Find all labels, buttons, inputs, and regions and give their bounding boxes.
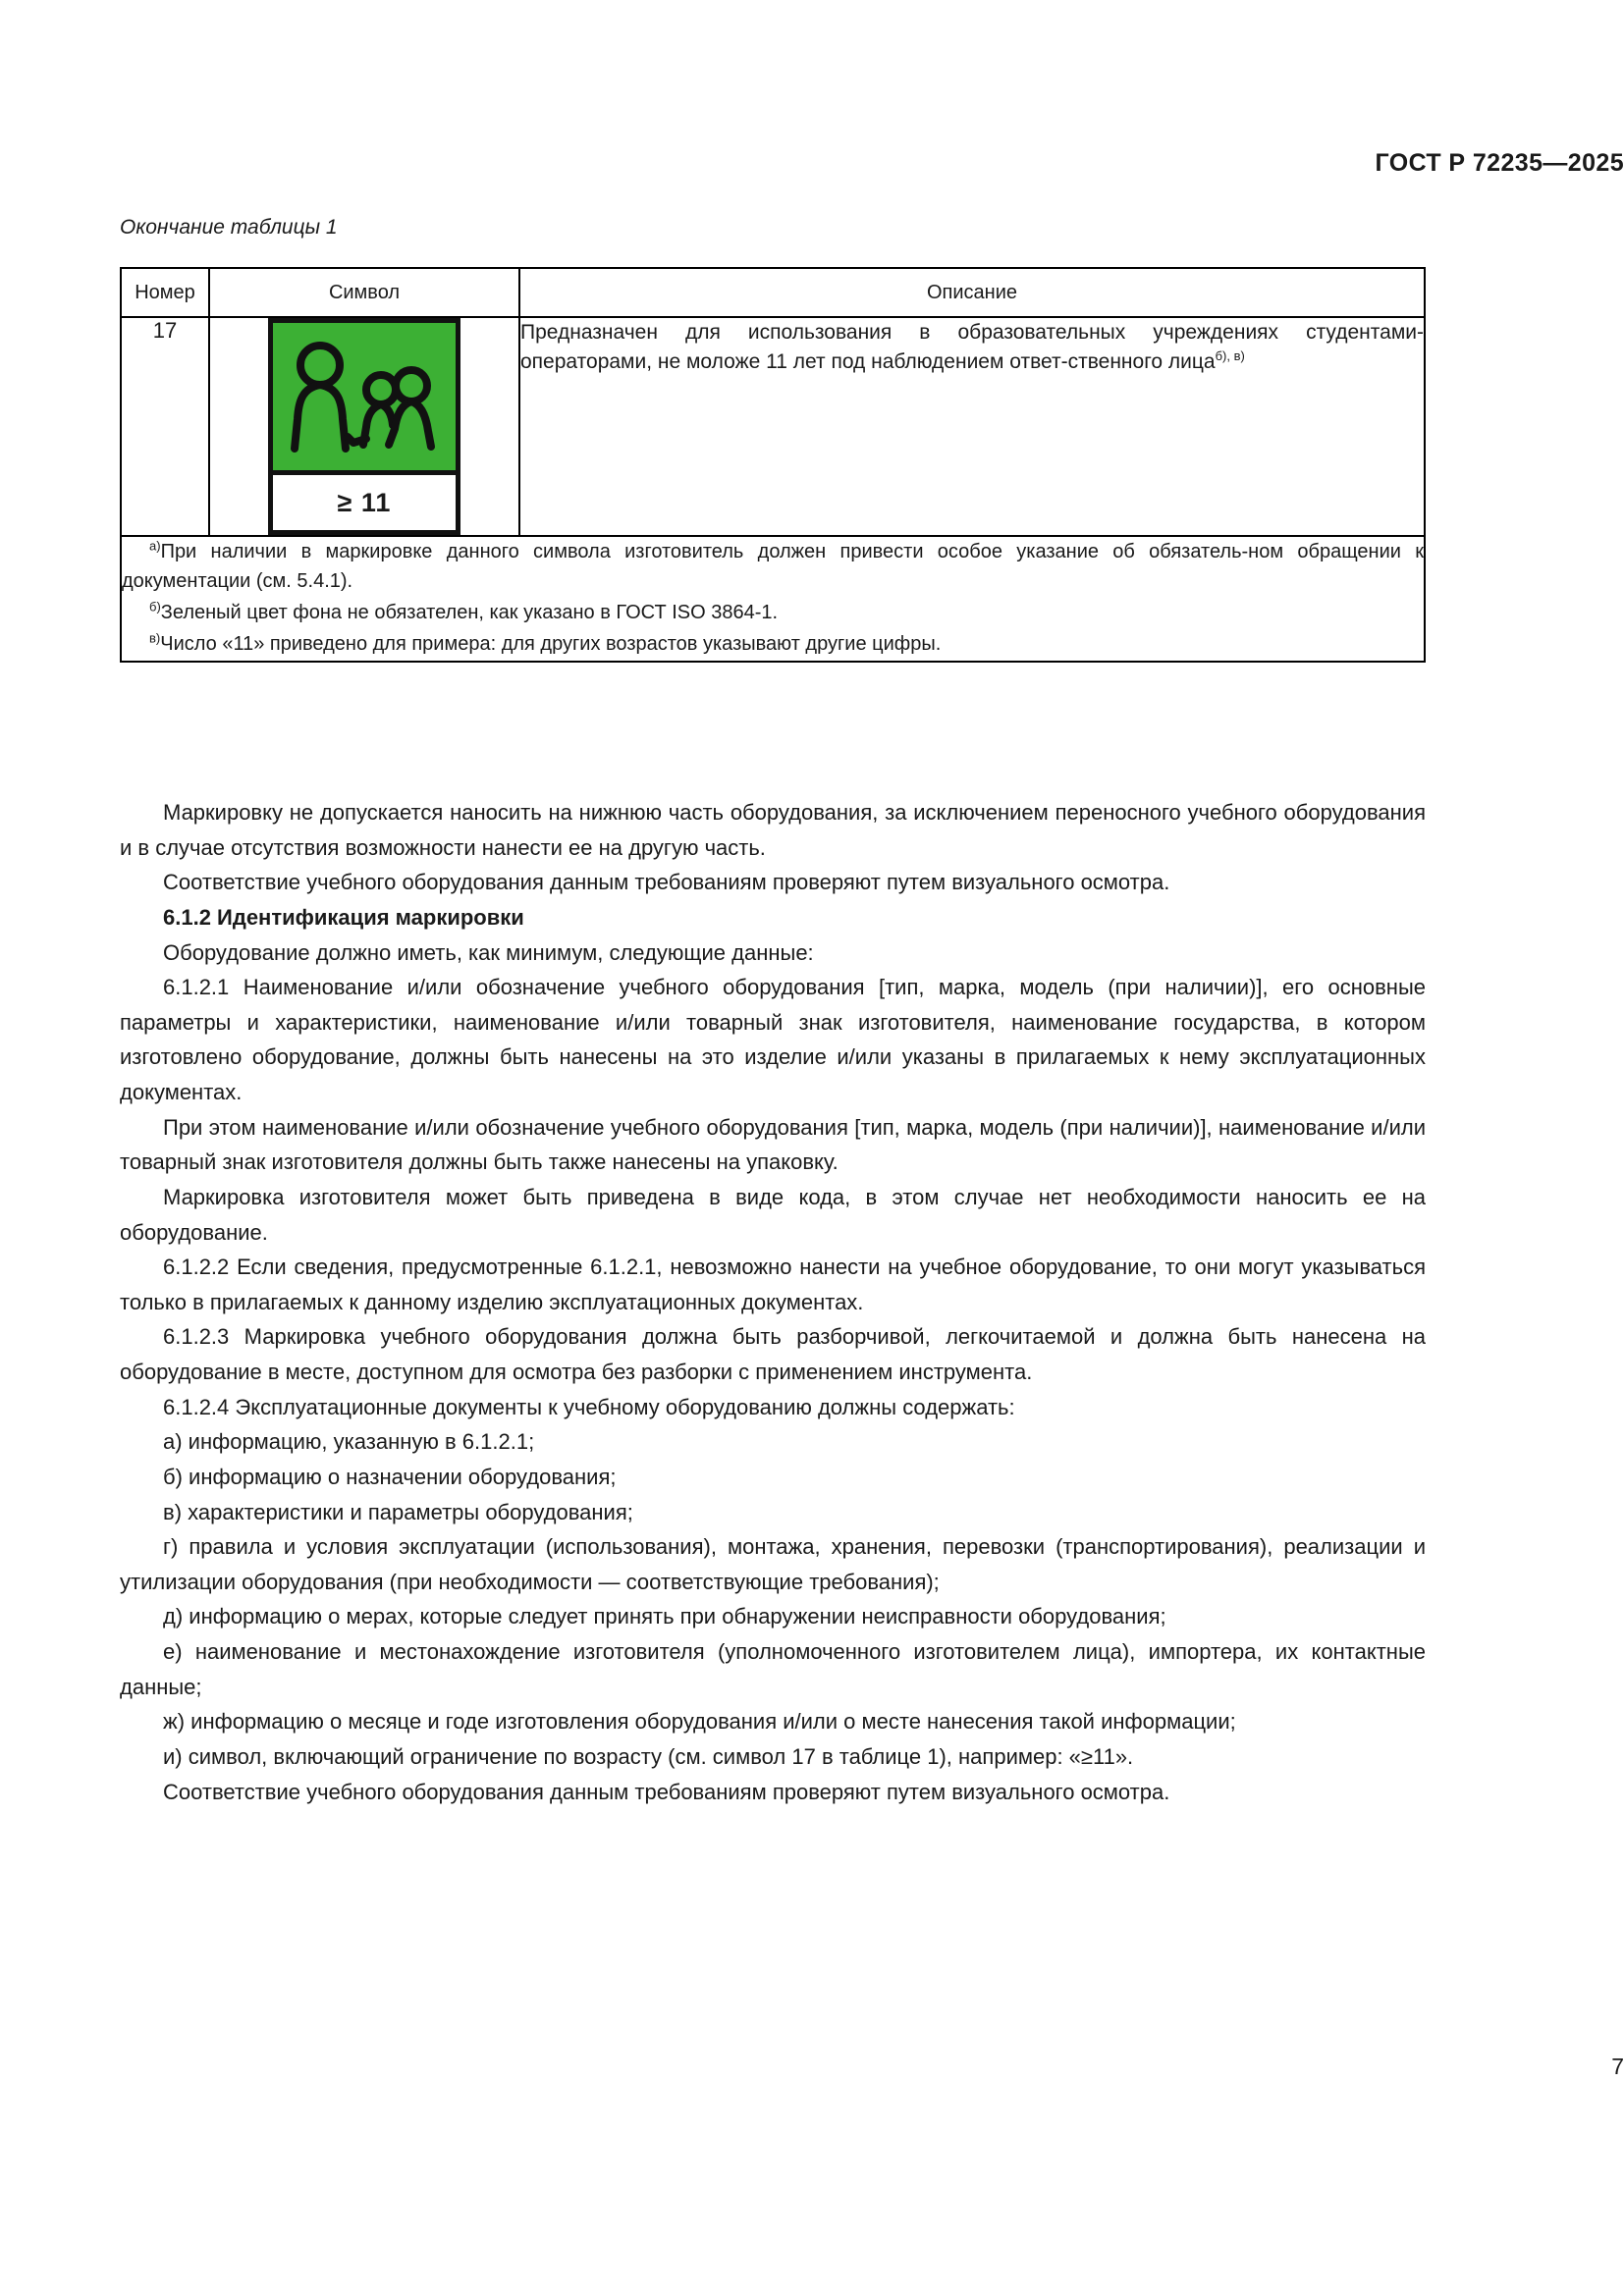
supervision-figures-icon <box>273 323 456 470</box>
paragraph-visual-inspection-2: Соответствие учебного оборудования данным требованиям проверяют путем визуального осмотра. <box>163 1779 1170 1804</box>
paragraph-visual-inspection-1: Соответствие учебного оборудования данным требованиям проверяют путем визуального осмотра. <box>163 870 1170 895</box>
page-number: 7 <box>1611 2054 1624 2079</box>
column-header-number: Номер <box>121 268 209 317</box>
list-item-g: г) правила и условия эксплуатации (использования), монтажа, хранения, перевозки (транспортирования), реализации и утилизации оборудования (при необходимости — соответствующие требования); <box>120 1534 1426 1594</box>
age-restriction-pictogram <box>268 318 460 535</box>
footnote-b <box>122 598 1424 627</box>
footnote-b-marker: б) <box>149 599 161 614</box>
footnote-a <box>122 537 1424 596</box>
paragraph-code-marking: Маркировка изготовителя может быть приведена в виде кода, в этом случае нет необходимости наносить ее на оборудование. <box>120 1184 1426 1245</box>
footnote-a-marker: а) <box>149 538 161 554</box>
list-item-b: б) информацию о назначении оборудования; <box>163 1464 617 1489</box>
table-caption: Окончание таблицы 1 <box>120 216 338 239</box>
paragraph-6-1-2-4: 6.1.2.4 Эксплуатационные документы к учебному оборудованию должны содержать: <box>163 1394 1015 1419</box>
paragraph-6-1-2-3: 6.1.2.3 Маркировка учебного оборудования должна быть разборчивой, легкочитаемой и должна быть нанесена на оборудование в месте, доступном для осмотра без разборки с применением инструмента. <box>120 1324 1426 1384</box>
table-footnotes-row <box>121 536 1425 662</box>
section-heading-6-1-2: 6.1.2 Идентификация маркировки <box>163 904 524 930</box>
list-item-v: в) характеристики и параметры оборудования; <box>163 1499 633 1524</box>
table-row <box>121 317 1425 536</box>
row-description-cell <box>519 317 1425 536</box>
footnote-v-text: Число «11» приведено для примера: для других возрастов указывают другие цифры. <box>160 633 942 655</box>
paragraph-minimum-data: Оборудование должно иметь, как минимум, следующие данные: <box>163 939 814 965</box>
table-header-row <box>121 268 1425 317</box>
pictogram-age-label: ≥ 11 <box>273 470 456 530</box>
description-text: Предназначен для использования в образовательных учреждениях студентами-операторами, не моложе 11 лет под наблюдением ответ-ственного лица <box>520 321 1424 374</box>
pictogram-green-panel <box>273 323 456 470</box>
footnote-a-text: При наличии в маркировке данного символа изготовитель должен привести особое указание об обязатель-ном обращении к документации (см. 5.4.1). <box>122 541 1424 592</box>
column-header-symbol: Символ <box>209 268 519 317</box>
paragraph-packaging-marking: При этом наименование и/или обозначение учебного оборудования [тип, марка, модель (при наличии)], наименование и/или товарный знак изготовителя должны быть также нанесены на упаковку. <box>120 1114 1426 1175</box>
row-number-cell: 17 <box>121 317 209 536</box>
footnote-v-marker: в) <box>149 630 161 646</box>
paragraph-6-1-2-1: 6.1.2.1 Наименование и/или обозначение учебного оборудования [тип, марка, модель (при наличии)], его основные параметры и характеристики, наименование и/или товарный знак изготовителя, наименование государства, в котором изготовлено оборудование, должны быть нанесены на это изделие и/или указаны в прилагаемых к нему эксплуатационных документах. <box>120 975 1426 1104</box>
list-item-zh: ж) информацию о месяце и годе изготовления оборудования и/или о месте нанесения такой информации; <box>163 1709 1236 1735</box>
list-item-d: д) информацию о мерах, которые следует принять при обнаружении неисправности оборудования; <box>163 1604 1166 1629</box>
list-item-i: и) символ, включающий ограничение по возрасту (см. символ 17 в таблице 1), например: «≥11». <box>163 1743 1134 1769</box>
standard-header: ГОСТ Р 72235—2025 <box>1375 149 1624 177</box>
description-footnote-refs: б), в) <box>1215 348 1245 364</box>
footnote-b-text: Зеленый цвет фона не обязателен, как указано в ГОСТ ISO 3864-1. <box>160 602 779 623</box>
table-footnotes-cell <box>121 536 1425 662</box>
list-item-e: е) наименование и местонахождение изготовителя (уполномоченного изготовителем лица), импортера, их контактные данные; <box>120 1639 1426 1699</box>
column-header-description: Описание <box>519 268 1425 317</box>
row-symbol-cell <box>209 317 519 536</box>
paragraph-6-1-2-2: 6.1.2.2 Если сведения, предусмотренные 6.1.2.1, невозможно нанести на учебное оборудование, то они могут указываться только в прилагаемых к данному изделию эксплуатационных документах. <box>120 1255 1426 1314</box>
footnote-v <box>122 629 1424 659</box>
body-text <box>120 795 1426 1809</box>
paragraph-marking-placement: Маркировку не допускается наносить на нижнюю часть оборудования, за исключением переносного учебного оборудования и в случае отсутствия возможности нанести ее на другую часть. <box>120 800 1426 860</box>
list-item-a: а) информацию, указанную в 6.1.2.1; <box>163 1429 535 1455</box>
symbols-table <box>120 267 1426 663</box>
